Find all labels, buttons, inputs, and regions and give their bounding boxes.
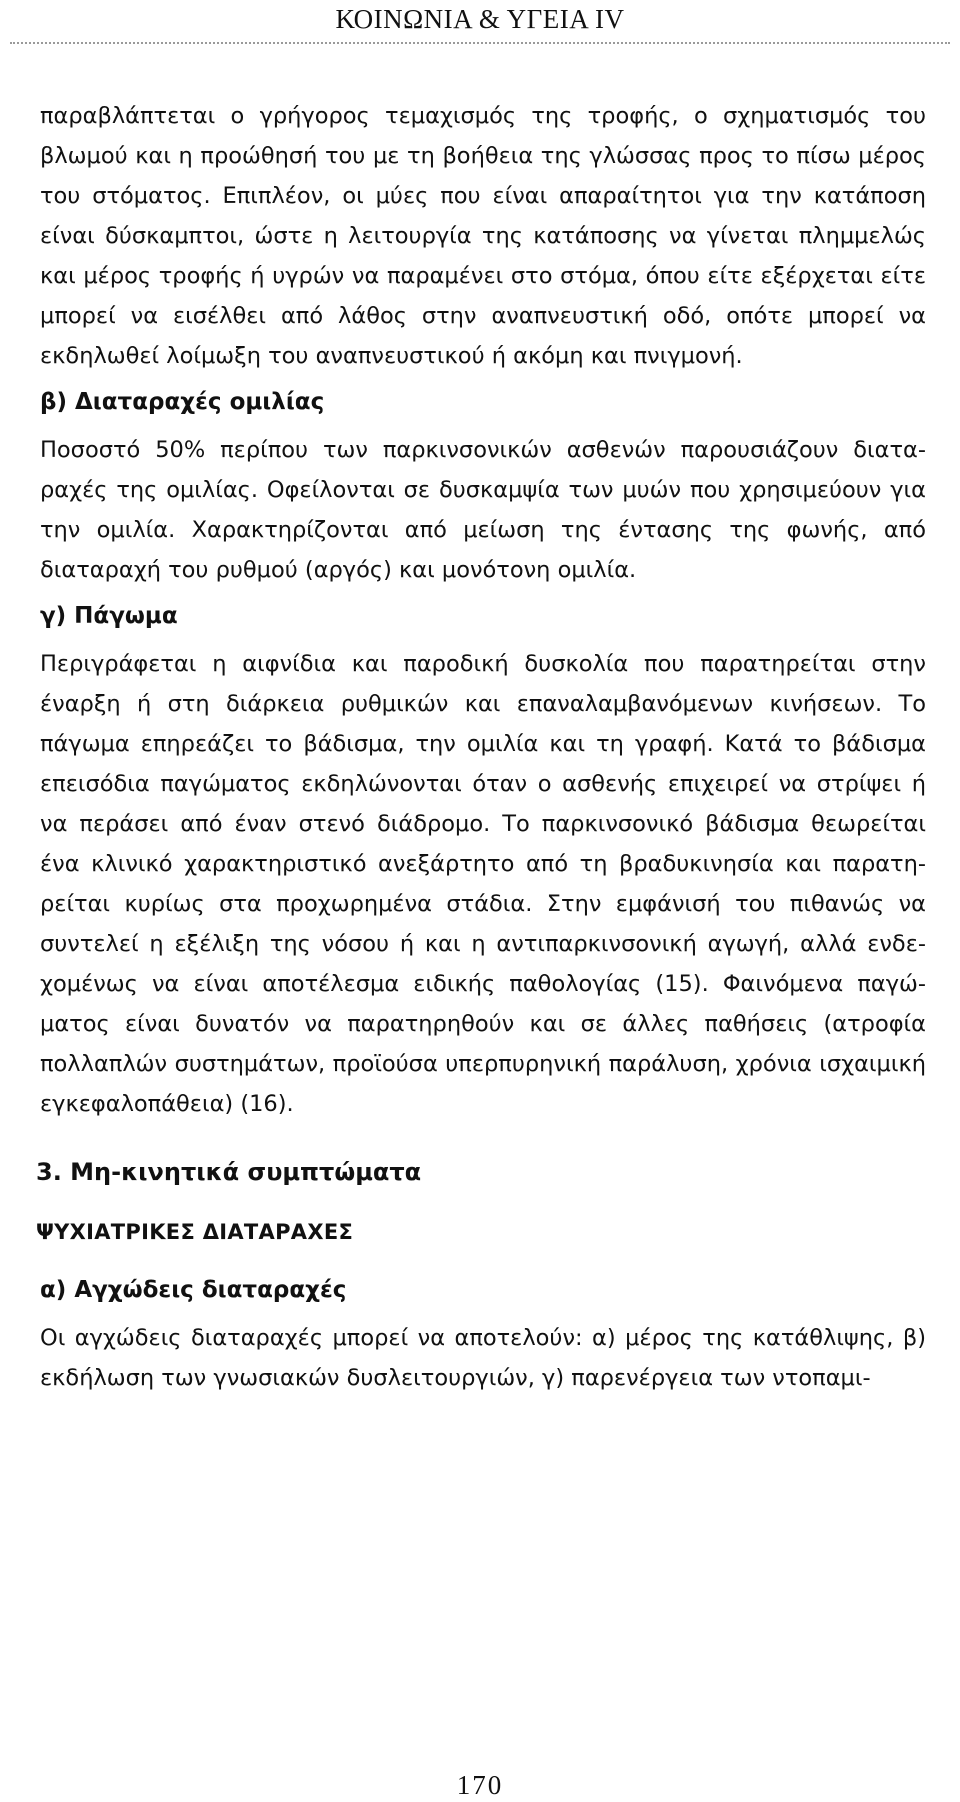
subsection-b-heading: β) Διαταραχές ομιλίας: [40, 389, 325, 415]
paragraph-speech: Ποσοστό 50% περίπου των παρκινσονικών ασθενών παρουσιάζουν διαταραχές της ομιλίας. Οφείλονται σε δυσκαμψία των μυών που χρησιμεύουν για την ομιλία. Χαρακτηρίζονται από μείωση της έντασης της φωνής, από διαταραχή του ρυθμού (αργός) και μονότονη ομιλία.: [40, 437, 926, 583]
header-divider: [10, 42, 950, 44]
section-3-heading: 3. Μη-κινητικά συμπτώματα: [36, 1158, 422, 1186]
running-header: ΚΟΙΝΩΝΙΑ & ΥΓΕΙΑ IV: [335, 4, 625, 34]
paragraph-swallowing: παραβλάπτεται ο γρήγορος τεμαχισμός της τροφής, ο σχηματισμός του βλωμού και η προώθησή του με τη βοήθεια της γλώσσας προς το πίσω μέρος του στόματος. Επιπλέον, οι μύες που είναι απαραίτητοι για την κατάποση είναι δύσκαμπτοι, ώστε η λειτουργία της κατάποσης να γίνεται πλημμελώς και μέρος τροφής ή υγρών να παραμένει στο στόμα, όπου είτε εξέρχεται είτε μπορεί να εισέλθει από λάθος στην αναπνευστική οδό, οπότε μπορεί να εκδηλωθεί λοίμωξη του αναπνευστικού ή ακόμη και πνιγμονή.: [40, 103, 926, 369]
subsection-c-heading: γ) Πάγωμα: [40, 603, 178, 629]
subsection-a-heading: α) Αγχώδεις διαταραχές: [40, 1277, 347, 1303]
page-body: [36, 96, 926, 1398]
paragraph-freezing: Περιγράφεται η αιφνίδια και παροδική δυσκολία που παρατηρείται στην έναρξη ή στη διάρκεια ρυθμικών και επαναλαμβανόμενων κινήσεων. Το πάγωμα επηρεάζει το βάδισμα, την ομιλία και τη γραφή. Κατά το βάδισμα επεισόδια παγώματος εκδηλώνονται όταν ο ασθενής επιχειρεί να στρίψει ή να περάσει από έναν στενό διάδρομο. Το παρκινσονικό βάδισμα θεωρείται ένα κλινικό χαρακτηριστικό ανεξάρτητο από τη βραδυκινησία και παρατηρείται κυρίως στα προχωρημένα στάδια. Στην εμφάνισή του πιθανώς να συντελεί η εξέλιξη της νόσου ή και η αντιπαρκινσονική αγωγή, αλλά ενδεχομένως να είναι αποτέλεσμα ειδικής παθολογίας (15). Φαινόμενα παγώματος είναι δυνατόν να παρατηρηθούν και σε άλλες παθήσεις (ατροφία πολλαπλών συστημάτων, προϊούσα υπερπυρηνική παράλυση, χρόνια ισχαιμική εγκεφαλοπάθεια) (16).: [40, 651, 926, 1117]
page-number: 170: [456, 1770, 504, 1800]
paragraph-anxiety: Οι αγχώδεις διαταραχές μπορεί να αποτελούν: α) μέρος της κατάθλιψης, β) εκδήλωση των γνωσιακών δυσλειτουργιών, γ) παρενέργεια των ντοπαμι-: [40, 1325, 926, 1391]
psychiatric-disorders-heading: ΨΥΧΙΑΤΡΙΚΕΣ ΔΙΑΤΑΡΑΧΕΣ: [36, 1220, 354, 1244]
